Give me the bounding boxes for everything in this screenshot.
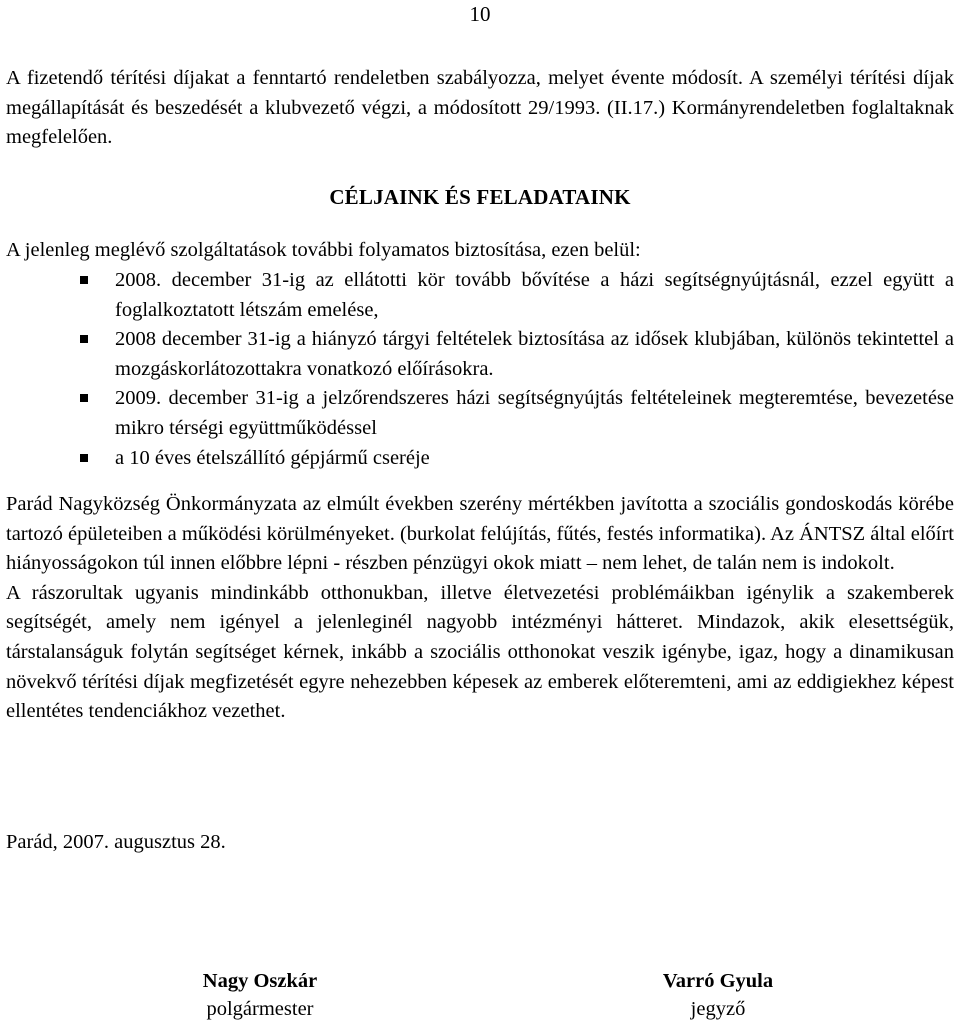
signatory-name: Varró Gyula — [662, 970, 774, 992]
signature-block-mayor — [130, 967, 390, 1023]
square-bullet-icon — [80, 276, 88, 284]
list-item-text: 2009. december 31-ig a jelzőrendszeres házi segítségnyújtás feltételeinek megteremtése, bevezetése mikro térségi együttműködéssel — [115, 387, 954, 439]
square-bullet-icon — [80, 454, 88, 462]
signature-block-notary — [588, 967, 848, 1023]
signatory-title: jegyző — [690, 998, 746, 1020]
square-bullet-icon — [80, 335, 88, 343]
list-item — [0, 266, 954, 325]
list-item — [0, 444, 954, 474]
list-item — [0, 325, 954, 384]
list-item-text: a 10 éves ételszállító gépjármű cseréje — [115, 446, 430, 469]
fee-paragraph: A fizetendő térítési díjakat a fenntartó rendeletben szabályozza, melyet évente módosít. A személyi térítési díjak megállapítását és beszedését a klubvezető végzi, a módosított 29/1993. (II.17.) Kormányrendeletben foglaltaknak megfelelően. — [6, 67, 954, 149]
list-item-text: 2008. december 31-ig az ellátotti kör tovább bővítése a házi segítségnyújtásnál, ezzel együtt a foglalkoztatott létszám emelése, — [115, 269, 954, 321]
signatory-title: polgármester — [206, 998, 314, 1020]
place-date: Parád, 2007. augusztus 28. — [6, 831, 226, 853]
goals-intro: A jelenleg meglévő szolgáltatások további folyamatos biztosítása, ezen belül: — [6, 239, 641, 261]
page-number: 10 — [469, 2, 491, 26]
list-item-text: 2008 december 31-ig a hiányzó tárgyi feltételek biztosítása az idősek klubjában, különös tekintettel a mozgáskorlátozottakra vonatkozó előírásokra. — [115, 328, 954, 380]
body-text-block — [6, 490, 954, 727]
goals-list — [0, 266, 960, 473]
square-bullet-icon — [80, 394, 88, 402]
list-item — [0, 384, 954, 443]
signatory-name: Nagy Oszkár — [202, 970, 318, 992]
section-heading: CÉLJAINK ÉS FELADATAINK — [329, 185, 631, 209]
municipality-paragraph: Parád Nagyközség Önkormányzata az elmúlt években szerény mértékben javította a szociális gondoskodás körébe tartozó épületeiben a működési körülményeket. (burkolat felújítás, fűtés, festés informatika). Az ÁNTSZ által előírt hiányosságokon túl innen előbbre lépni - részben pénzügyi okok miatt – nem lehet, de talán nem is indokolt. — [6, 493, 954, 575]
needs-paragraph: A rászorultak ugyanis mindinkább otthonukban, illetve életvezetési problémáikban igénylik a szakemberek segítségét, amely nem igényel a jelenleginél nagyobb intézményi hátteret. Mindazok, akik elesettségük, társtalanságuk folytán segítséget kérnek, inkább a szociális otthonokat veszik igénybe, igaz, hogy a dinamikusan növekvő térítési díjak megfizetését egyre nehezebben képesek az emberek előteremteni, ami az eddigiekhez képest ellentétes tendenciákhoz vezethet. — [6, 581, 954, 723]
